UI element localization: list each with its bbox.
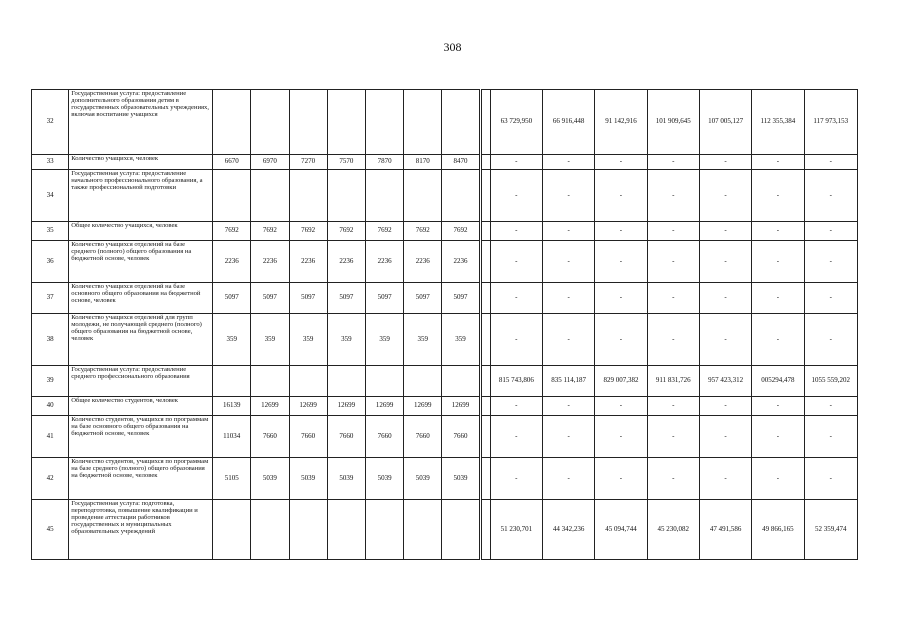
cost-cell: - <box>647 314 699 366</box>
cost-cell: - <box>647 458 699 500</box>
cost-cell: 911 831,726 <box>647 366 699 397</box>
quantity-cell: 7660 <box>327 416 365 458</box>
row-name-cell: Государственная услуга: предоставление начального профессионального образования, а также профессиональной подготовки <box>69 170 213 222</box>
quantity-cell <box>442 90 480 155</box>
table-row <box>32 155 858 170</box>
row-name-cell: Количество учащихся отделений для групп молодежи, не получающей среднего (полного) общего образования на бюджетной основе, человек <box>69 314 213 366</box>
quantity-cell: 11034 <box>213 416 251 458</box>
quantity-cell: 5097 <box>251 283 289 314</box>
column-separator-cell <box>480 155 490 170</box>
quantity-cell <box>442 366 480 397</box>
row-number-cell: 38 <box>32 314 69 366</box>
row-name-cell: Количество учащихся отделений на базе среднего (полного) общего образования на бюджетной основе, человек <box>69 241 213 283</box>
cost-cell: - <box>699 314 751 366</box>
cost-cell: - <box>699 155 751 170</box>
quantity-cell <box>327 90 365 155</box>
quantity-cell <box>365 90 403 155</box>
table-row <box>32 222 858 241</box>
quantity-cell: 12699 <box>442 397 480 416</box>
cost-cell: 47 491,586 <box>699 500 751 560</box>
cost-cell: - <box>490 314 542 366</box>
quantity-cell: 7570 <box>327 155 365 170</box>
quantity-cell: 7660 <box>251 416 289 458</box>
quantity-cell: 7660 <box>442 416 480 458</box>
cost-cell: - <box>752 416 804 458</box>
quantity-cell: 5039 <box>251 458 289 500</box>
cost-cell: - <box>699 241 751 283</box>
cost-cell: - <box>699 416 751 458</box>
cost-cell: - <box>647 416 699 458</box>
cost-cell: - <box>490 222 542 241</box>
row-number-cell: 32 <box>32 90 69 155</box>
quantity-cell <box>404 90 442 155</box>
cost-cell: - <box>647 222 699 241</box>
cost-cell: - <box>490 241 542 283</box>
row-name-cell: Государственная услуга: предоставление среднего профессионального образования <box>69 366 213 397</box>
cost-cell: - <box>542 397 594 416</box>
table-row <box>32 458 858 500</box>
cost-cell: - <box>804 170 857 222</box>
cost-cell: - <box>542 458 594 500</box>
quantity-cell: 359 <box>365 314 403 366</box>
cost-cell: - <box>595 222 647 241</box>
cost-cell: - <box>647 283 699 314</box>
cost-cell: 49 866,165 <box>752 500 804 560</box>
cost-cell: - <box>542 283 594 314</box>
table-row <box>32 500 858 560</box>
cost-cell: - <box>752 155 804 170</box>
quantity-cell: 7692 <box>404 222 442 241</box>
cost-cell: - <box>595 241 647 283</box>
cost-cell: 957 423,312 <box>699 366 751 397</box>
column-separator-cell <box>480 500 490 560</box>
cost-cell: - <box>595 458 647 500</box>
table-row <box>32 366 858 397</box>
cost-cell: - <box>542 314 594 366</box>
quantity-cell: 5039 <box>289 458 327 500</box>
services-table <box>31 89 858 560</box>
quantity-cell: 2236 <box>404 241 442 283</box>
quantity-cell: 359 <box>251 314 289 366</box>
column-separator-cell <box>480 283 490 314</box>
quantity-cell: 2236 <box>442 241 480 283</box>
row-number-cell: 40 <box>32 397 69 416</box>
quantity-cell: 5097 <box>327 283 365 314</box>
cost-cell: - <box>699 397 751 416</box>
row-number-cell: 35 <box>32 222 69 241</box>
quantity-cell <box>251 170 289 222</box>
cost-cell: 112 355,384 <box>752 90 804 155</box>
cost-cell: 45 230,082 <box>647 500 699 560</box>
quantity-cell: 5097 <box>213 283 251 314</box>
cost-cell: - <box>595 283 647 314</box>
table-row <box>32 397 858 416</box>
column-separator-cell <box>480 458 490 500</box>
cost-cell: 107 005,127 <box>699 90 751 155</box>
row-name-cell: Государственная услуга: предоставление дополнительного образования детям в государственных образовательных учреждениях, включая воспитание учащихся <box>69 90 213 155</box>
cost-cell: - <box>595 314 647 366</box>
quantity-cell <box>213 500 251 560</box>
cost-cell: - <box>542 241 594 283</box>
quantity-cell <box>289 90 327 155</box>
quantity-cell: 359 <box>289 314 327 366</box>
quantity-cell: 8170 <box>404 155 442 170</box>
cost-cell: - <box>804 222 857 241</box>
quantity-cell: 2236 <box>327 241 365 283</box>
quantity-cell: 7270 <box>289 155 327 170</box>
row-name-cell: Общее количество студентов, человек <box>69 397 213 416</box>
row-name-cell: Количество студентов, учащихся по программам на базе среднего (полного) общего образования на бюджетной основе, человек <box>69 458 213 500</box>
cost-cell: - <box>699 170 751 222</box>
cost-cell: - <box>752 222 804 241</box>
table-row <box>32 241 858 283</box>
row-number-cell: 37 <box>32 283 69 314</box>
quantity-cell: 5039 <box>365 458 403 500</box>
cost-cell: - <box>490 458 542 500</box>
quantity-cell: 5097 <box>365 283 403 314</box>
cost-cell: - <box>647 241 699 283</box>
cost-cell: - <box>490 170 542 222</box>
cost-cell: - <box>542 170 594 222</box>
cost-cell: - <box>752 170 804 222</box>
quantity-cell: 359 <box>442 314 480 366</box>
cost-cell: - <box>752 283 804 314</box>
cost-cell: 63 729,950 <box>490 90 542 155</box>
column-separator-cell <box>480 416 490 458</box>
cost-cell: - <box>804 416 857 458</box>
cost-cell: 45 094,744 <box>595 500 647 560</box>
quantity-cell <box>213 366 251 397</box>
column-separator-cell <box>480 314 490 366</box>
page-number: 308 <box>443 40 462 54</box>
cost-cell: 51 230,701 <box>490 500 542 560</box>
quantity-cell: 5105 <box>213 458 251 500</box>
cost-cell: - <box>595 416 647 458</box>
row-name-cell: Количество учащихся, человек <box>69 155 213 170</box>
cost-cell: 005294,478 <box>752 366 804 397</box>
quantity-cell <box>251 500 289 560</box>
column-separator-cell <box>480 90 490 155</box>
quantity-cell: 12699 <box>404 397 442 416</box>
quantity-cell <box>251 366 289 397</box>
row-number-cell: 34 <box>32 170 69 222</box>
column-separator-cell <box>480 397 490 416</box>
quantity-cell <box>404 170 442 222</box>
quantity-cell <box>404 500 442 560</box>
column-separator-cell <box>480 170 490 222</box>
cost-cell: 52 359,474 <box>804 500 857 560</box>
row-name-cell: Государственная услуга: подготовка, переподготовка, повышение квалификации и проведение аттестации работников государственных и муниципальных образовательных учреждений <box>69 500 213 560</box>
table-row <box>32 416 858 458</box>
quantity-cell: 7660 <box>404 416 442 458</box>
cost-cell: - <box>542 222 594 241</box>
cost-cell: - <box>699 458 751 500</box>
quantity-cell <box>327 500 365 560</box>
quantity-cell: 16139 <box>213 397 251 416</box>
quantity-cell: 5039 <box>404 458 442 500</box>
cost-cell: - <box>490 416 542 458</box>
cost-cell: - <box>804 155 857 170</box>
row-name-cell: Общее количество учащихся, человек <box>69 222 213 241</box>
quantity-cell: 2236 <box>251 241 289 283</box>
cost-cell: 1055 559,202 <box>804 366 857 397</box>
column-separator-cell <box>480 241 490 283</box>
row-number-cell: 45 <box>32 500 69 560</box>
quantity-cell: 5097 <box>404 283 442 314</box>
quantity-cell <box>251 90 289 155</box>
table-row <box>32 170 858 222</box>
cost-cell: 91 142,916 <box>595 90 647 155</box>
quantity-cell: 7692 <box>213 222 251 241</box>
quantity-cell <box>213 90 251 155</box>
column-separator-cell <box>480 222 490 241</box>
row-name-cell: Количество студентов, учащихся по программам на базе основного общего образования на бюджетной основе, человек <box>69 416 213 458</box>
quantity-cell <box>442 170 480 222</box>
quantity-cell <box>365 170 403 222</box>
cost-cell: - <box>542 416 594 458</box>
quantity-cell <box>213 170 251 222</box>
quantity-cell: 7692 <box>442 222 480 241</box>
quantity-cell: 12699 <box>289 397 327 416</box>
row-name-cell: Количество учащихся отделений на базе основного общего образования на бюджетной основе, человек <box>69 283 213 314</box>
row-number-cell: 41 <box>32 416 69 458</box>
table-row <box>32 283 858 314</box>
row-number-cell: 42 <box>32 458 69 500</box>
cost-cell: - <box>647 155 699 170</box>
cost-cell: - <box>804 458 857 500</box>
quantity-cell <box>404 366 442 397</box>
quantity-cell <box>289 366 327 397</box>
quantity-cell: 2236 <box>213 241 251 283</box>
quantity-cell: 12699 <box>327 397 365 416</box>
cost-cell: - <box>647 170 699 222</box>
quantity-cell <box>365 500 403 560</box>
row-number-cell: 36 <box>32 241 69 283</box>
cost-cell: - <box>490 155 542 170</box>
cost-cell: - <box>490 397 542 416</box>
cost-cell: 66 916,448 <box>542 90 594 155</box>
cost-cell: - <box>699 283 751 314</box>
cost-cell: 101 909,645 <box>647 90 699 155</box>
quantity-cell: 8470 <box>442 155 480 170</box>
quantity-cell: 7660 <box>365 416 403 458</box>
quantity-cell: 7692 <box>289 222 327 241</box>
quantity-cell: 5039 <box>442 458 480 500</box>
quantity-cell: 359 <box>327 314 365 366</box>
row-number-cell: 33 <box>32 155 69 170</box>
quantity-cell: 6670 <box>213 155 251 170</box>
quantity-cell: 2236 <box>289 241 327 283</box>
quantity-cell <box>365 366 403 397</box>
quantity-cell <box>327 366 365 397</box>
column-separator-cell <box>480 366 490 397</box>
cost-cell: - <box>752 314 804 366</box>
cost-cell: - <box>804 397 857 416</box>
cost-cell: - <box>595 397 647 416</box>
quantity-cell: 2236 <box>365 241 403 283</box>
cost-cell: - <box>804 241 857 283</box>
cost-cell: - <box>699 222 751 241</box>
cost-cell: - <box>647 397 699 416</box>
quantity-cell <box>327 170 365 222</box>
quantity-cell: 7660 <box>289 416 327 458</box>
quantity-cell: 5039 <box>327 458 365 500</box>
quantity-cell: 7692 <box>327 222 365 241</box>
quantity-cell <box>289 170 327 222</box>
table-body <box>32 90 858 560</box>
quantity-cell: 7692 <box>365 222 403 241</box>
table-row <box>32 90 858 155</box>
quantity-cell: 5097 <box>442 283 480 314</box>
cost-cell: - <box>595 155 647 170</box>
cost-cell: - <box>804 314 857 366</box>
cost-cell: - <box>542 155 594 170</box>
cost-cell: 117 973,153 <box>804 90 857 155</box>
quantity-cell <box>442 500 480 560</box>
cost-cell: - <box>752 241 804 283</box>
quantity-cell: 12699 <box>251 397 289 416</box>
cost-cell: - <box>752 397 804 416</box>
quantity-cell: 12699 <box>365 397 403 416</box>
cost-cell: - <box>752 458 804 500</box>
row-number-cell: 39 <box>32 366 69 397</box>
quantity-cell: 5097 <box>289 283 327 314</box>
quantity-cell: 7870 <box>365 155 403 170</box>
cost-cell: 815 743,806 <box>490 366 542 397</box>
quantity-cell: 6970 <box>251 155 289 170</box>
quantity-cell: 7692 <box>251 222 289 241</box>
cost-cell: - <box>804 283 857 314</box>
cost-cell: 829 007,382 <box>595 366 647 397</box>
cost-cell: 44 342,236 <box>542 500 594 560</box>
table-row <box>32 314 858 366</box>
quantity-cell: 359 <box>404 314 442 366</box>
cost-cell: - <box>490 283 542 314</box>
quantity-cell <box>289 500 327 560</box>
cost-cell: - <box>595 170 647 222</box>
cost-cell: 835 114,187 <box>542 366 594 397</box>
quantity-cell: 359 <box>213 314 251 366</box>
